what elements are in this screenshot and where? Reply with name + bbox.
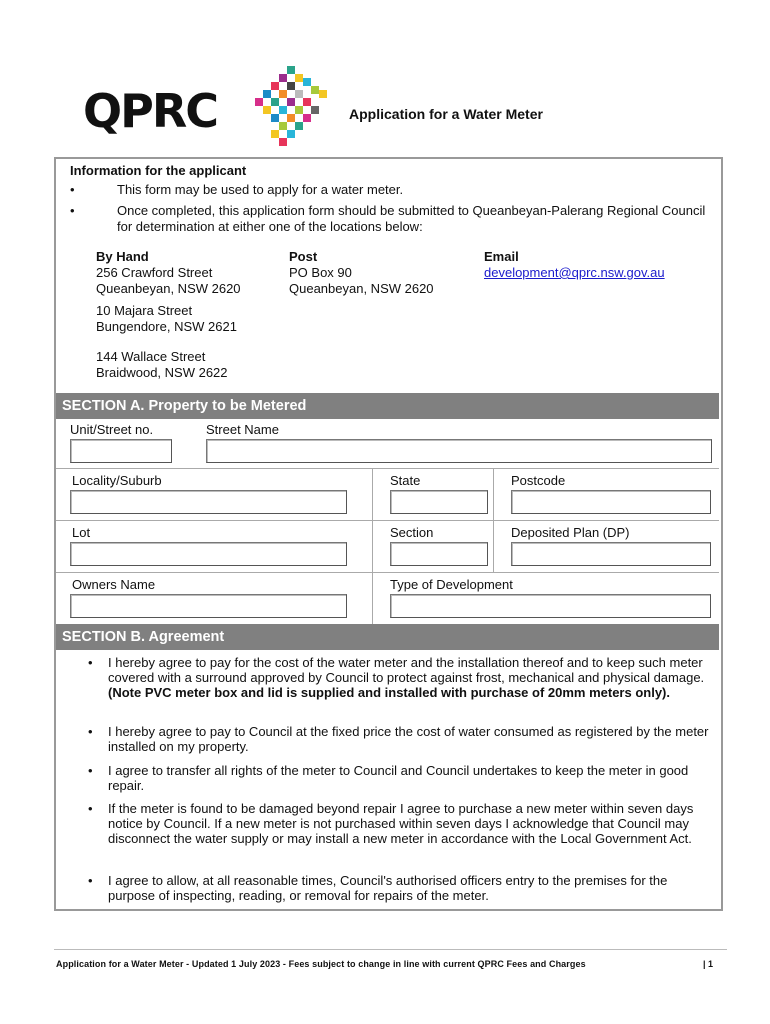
office-bungendore xyxy=(96,303,237,335)
post-heading: Post xyxy=(289,249,318,264)
development-type-label: Type of Development xyxy=(390,577,513,592)
owners-name-label: Owners Name xyxy=(72,577,156,592)
email-link[interactable]: development@qprc.nsw.gov.au xyxy=(484,265,665,280)
bullet-symbol: • xyxy=(88,873,93,888)
agreement-item xyxy=(88,724,718,754)
bullet-symbol: • xyxy=(70,203,75,218)
unit-street-input[interactable] xyxy=(70,439,172,463)
email-block xyxy=(484,249,665,281)
postcode-label: Postcode xyxy=(511,473,566,488)
agreement-item xyxy=(88,801,718,861)
section-a-title: SECTION A. Property to be Metered xyxy=(62,398,307,414)
agreement-item xyxy=(88,873,718,903)
agreement-text: I hereby agree to pay to Council at the fixed price the cost of water consumed as registered by the meter installed on my property. xyxy=(108,724,709,754)
dp-label: Deposited Plan (DP) xyxy=(511,525,630,540)
email-heading: Email xyxy=(484,249,519,264)
agreement-text: I agree to transfer all rights of the meter to Council and Council undertakes to keep the meter in good repair. xyxy=(108,763,689,793)
form-title: Application for a Water Meter xyxy=(349,106,543,122)
dp-input[interactable] xyxy=(511,542,711,566)
logo-mosaic-icon xyxy=(251,66,331,146)
agreement-item xyxy=(88,763,718,793)
lot-input[interactable] xyxy=(70,542,347,566)
page-number: | 1 xyxy=(703,959,714,969)
info-bullet-text: Once completed, this application form should be submitted to Queanbeyan-Palerang Regional Council for determination at either one of the locations below: xyxy=(117,203,706,234)
agreement-text: If the meter is found to be damaged beyond repair I agree to purchase a new meter within seven days notice by Council. If a new meter is not purchased within seven days I acknowledge that Council may disconnect the water supply or may install a new meter in accordance with the Local Government Act. xyxy=(108,801,694,846)
divider xyxy=(56,520,719,521)
section-input[interactable] xyxy=(390,542,488,566)
info-bullet-text: This form may be used to apply for a water meter. xyxy=(117,182,404,197)
development-type-input[interactable] xyxy=(390,594,711,618)
lot-label: Lot xyxy=(72,525,91,540)
state-label: State xyxy=(390,473,421,488)
by-hand-heading: By Hand xyxy=(96,249,149,264)
bullet-symbol: • xyxy=(88,801,93,816)
agreement-text xyxy=(108,655,713,700)
locality-input[interactable] xyxy=(70,490,347,514)
agreement-text: I agree to allow, at all reasonable times, Council's authorised officers entry to the premises for the purpose of inspecting, reading, or removal for repairs of the meter. xyxy=(108,873,668,903)
bullet-symbol: • xyxy=(88,763,93,778)
postcode-input[interactable] xyxy=(511,490,711,514)
info-bullet xyxy=(70,203,720,239)
section-a-header xyxy=(56,393,719,419)
office-line: 144 Wallace Street xyxy=(96,349,206,364)
street-name-input[interactable] xyxy=(206,439,712,463)
section-b-header xyxy=(56,624,719,650)
footer-text: Application for a Water Meter - Updated 1 July 2023 - Fees subject to change in line with current QPRC Fees and Charges xyxy=(56,959,586,969)
agreement-text-plain: I hereby agree to pay for the cost of the water meter and the installation thereof and to keep such meter covered with a surround approved by Council to protect against frost, mechanical and physical damage. xyxy=(108,655,705,685)
footer-divider xyxy=(54,949,727,950)
agreement-text-bold: (Note PVC meter box and lid is supplied and installed with purchase of 20mm meters only). xyxy=(108,685,671,700)
divider xyxy=(56,468,719,469)
divider xyxy=(56,572,719,573)
office-line: Bungendore, NSW 2621 xyxy=(96,319,237,334)
logo-text: QPRC xyxy=(83,84,217,138)
state-input[interactable] xyxy=(390,490,488,514)
street-name-label: Street Name xyxy=(206,422,279,437)
office-line: Queanbeyan, NSW 2620 xyxy=(96,281,241,296)
section-label: Section xyxy=(390,525,434,540)
office-line: 256 Crawford Street xyxy=(96,265,213,280)
by-hand-block xyxy=(96,249,241,297)
agreement-item xyxy=(88,655,718,715)
info-heading: Information for the applicant xyxy=(70,163,247,178)
post-block xyxy=(289,249,434,297)
office-line: Braidwood, NSW 2622 xyxy=(96,365,228,380)
section-b-title: SECTION B. Agreement xyxy=(62,629,225,645)
locality-label: Locality/Suburb xyxy=(72,473,162,488)
bullet-symbol: • xyxy=(70,182,75,197)
qprc-logo xyxy=(83,66,328,146)
office-line: 10 Majara Street xyxy=(96,303,193,318)
post-line: Queanbeyan, NSW 2620 xyxy=(289,281,434,296)
bullet-symbol: • xyxy=(88,724,93,739)
owners-name-input[interactable] xyxy=(70,594,347,618)
divider xyxy=(493,469,494,572)
info-bullet xyxy=(70,182,720,200)
divider xyxy=(372,469,373,624)
unit-street-label: Unit/Street no. xyxy=(70,422,154,437)
office-braidwood xyxy=(96,349,228,381)
post-line: PO Box 90 xyxy=(289,265,352,280)
bullet-symbol: • xyxy=(88,655,93,670)
